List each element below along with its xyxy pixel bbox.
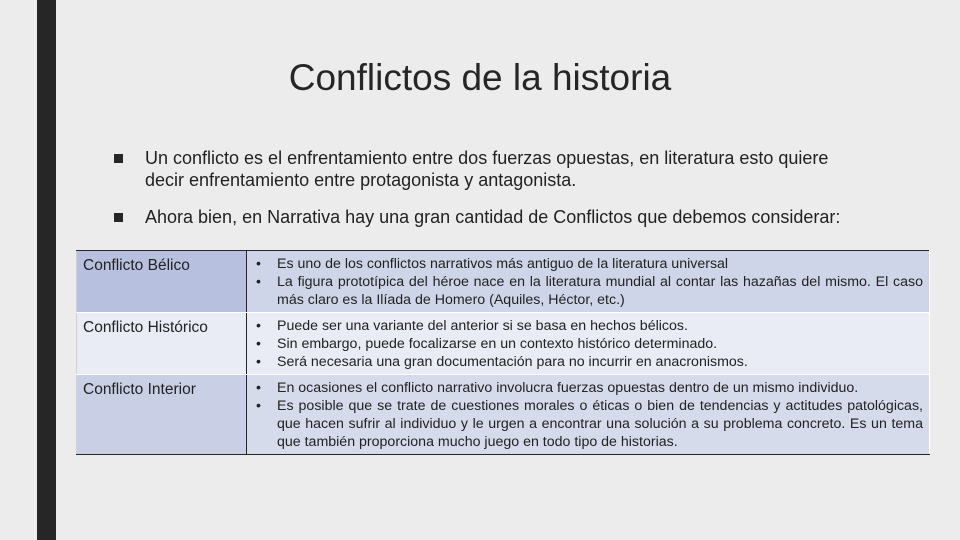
- table-row: [77, 251, 930, 313]
- list-item: [253, 397, 923, 451]
- bullet-dot-icon: •: [256, 398, 261, 414]
- table-row: [77, 313, 930, 375]
- list-item: [253, 273, 923, 309]
- list-item: [253, 317, 923, 335]
- table-row: [77, 375, 930, 455]
- conflict-description: [247, 375, 930, 455]
- conflict-description: [247, 313, 930, 375]
- conflict-name: Conflicto Bélico: [77, 251, 247, 313]
- conflicts-table: [76, 250, 930, 455]
- conflict-description: [247, 251, 930, 313]
- item-text: Será necesaria una gran documentación para no incurrir en anacronismos.: [277, 354, 748, 370]
- list-item: [253, 335, 923, 353]
- slide-title: Conflictos de la historia: [288, 57, 672, 98]
- conflict-name: Conflicto Histórico: [77, 313, 247, 375]
- description-list: [253, 379, 923, 451]
- square-bullet-icon: [114, 154, 123, 163]
- bullet-dot-icon: •: [256, 318, 261, 334]
- bullet-dot-icon: •: [256, 274, 261, 290]
- bullet-dot-icon: •: [256, 256, 261, 272]
- bullet-item: [112, 206, 872, 228]
- bullet-dot-icon: •: [256, 354, 261, 370]
- item-text: Es posible que se trate de cuestiones morales o éticas o bien de tendencias y actitudes patológicas, que hacen sufrir al individuo y le urgen a encontrar una solución a su problema concreto. Es un tema que también proporciona mucho juego en todo tipo de historias.: [277, 398, 923, 450]
- bullet-item: [112, 147, 872, 191]
- item-text: Puede ser una variante del anterior si se basa en hechos bélicos.: [277, 318, 688, 334]
- list-item: [253, 379, 923, 397]
- description-list: [253, 255, 923, 309]
- bullet-dot-icon: •: [256, 336, 261, 352]
- item-text: Sin embargo, puede focalizarse en un contexto histórico determinado.: [277, 336, 718, 352]
- description-list: [253, 317, 923, 371]
- item-text: La figura prototípica del héroe nace en la literatura mundial al contar las hazañas del mismo. El caso más claro es la Ilíada de Homero (Aquiles, Héctor, etc.): [277, 274, 923, 308]
- bullet-text: Un conflicto es el enfrentamiento entre dos fuerzas opuestas, en literatura esto quiere decir enfrentamiento entre protagonista y antagonista.: [145, 148, 829, 190]
- bullet-list: [112, 147, 872, 228]
- bullet-dot-icon: •: [256, 380, 261, 396]
- list-item: [253, 255, 923, 273]
- square-bullet-icon: [114, 213, 123, 222]
- list-item: [253, 353, 923, 371]
- conflict-name: Conflicto Interior: [77, 375, 247, 455]
- item-text: Es uno de los conflictos narrativos más antiguo de la literatura universal: [277, 256, 729, 272]
- left-accent-bar: [37, 0, 56, 540]
- bullet-text: Ahora bien, en Narrativa hay una gran cantidad de Conflictos que debemos considerar:: [145, 207, 841, 227]
- item-text: En ocasiones el conflicto narrativo involucra fuerzas opuestas dentro de un mismo individuo.: [277, 380, 859, 396]
